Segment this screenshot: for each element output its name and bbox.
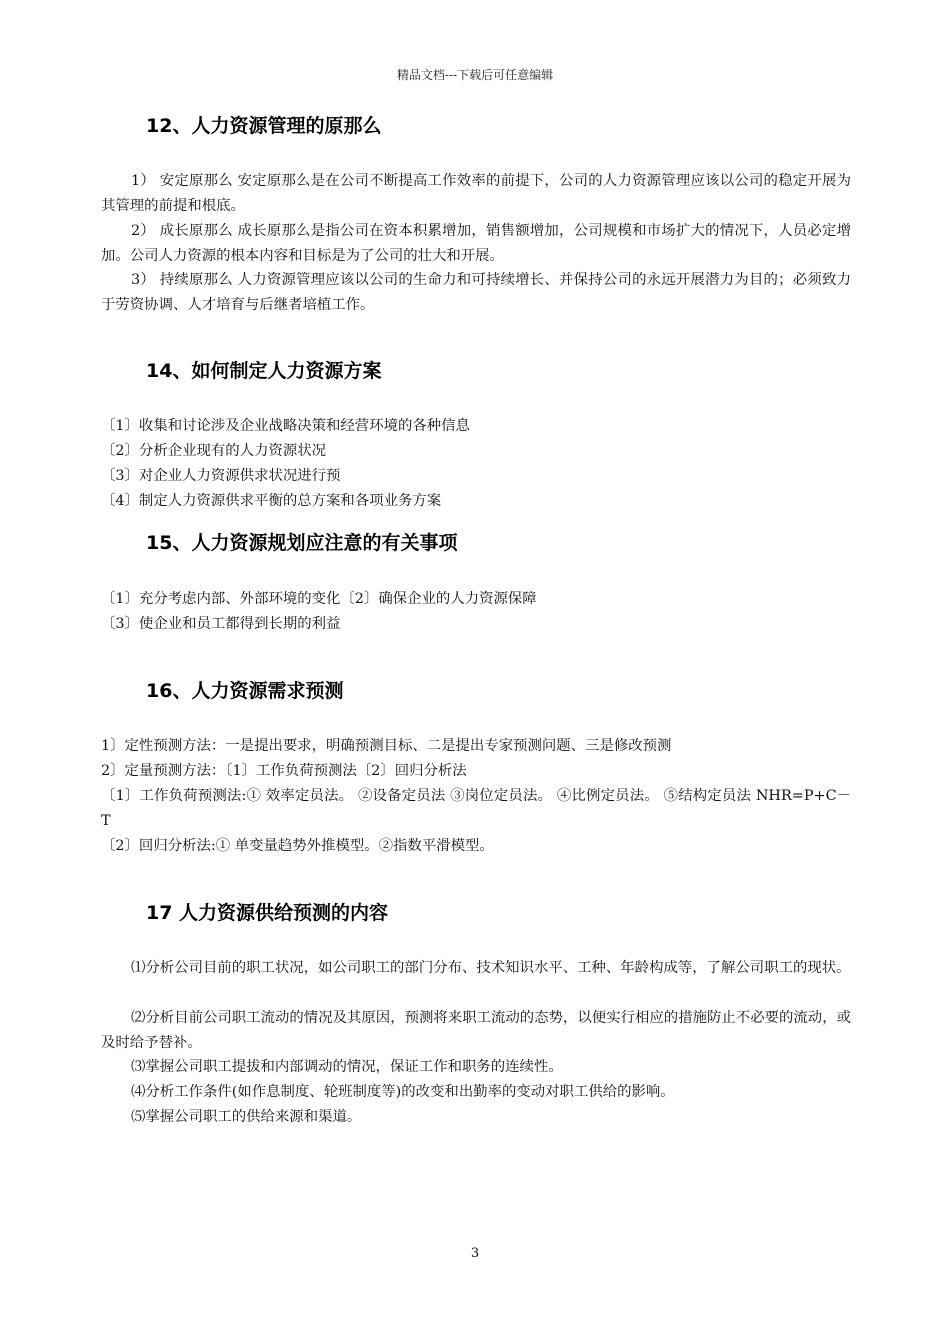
section-17-paragraph-4: ⑷分析工作条件(如作息制度、轮班制度等)的改变和出勤率的变动对职工供给的影响。 (131, 1084, 675, 1100)
section-12-paragraph-2: 2） 成长原那么 成长原那么是指公司在资本积累增加，销售额增加，公司规模和市场扩大的情况下，人员必定增加。公司人力资源的根本内容和目标是为了公司的壮大和开展。 (101, 223, 851, 264)
section-16-item-1: 1〕定性预测方法：一是提出要求，明确预测目标、二是提出专家预测问题、三是修改预测 (101, 738, 672, 754)
section-17-title: 17 人力资源供给预测的内容 (146, 902, 389, 924)
section-12-paragraph-1: 1） 安定原那么 安定原那么是在公司不断提高工作效率的前提下，公司的人力资源管理应该以公司的稳定开展为其管理的前提和根底。 (101, 173, 851, 214)
section-16-item-2: 2〕定量预测方法：〔1〕工作负荷预测法〔2〕回归分析法 (101, 763, 467, 779)
section-17-paragraph-5: ⑸掌握公司职工的供给来源和渠道。 (131, 1109, 362, 1125)
page-header: 精品文档---下载后可任意编辑 (396, 68, 554, 82)
section-12-title: 12、人力资源管理的原那么 (146, 115, 382, 137)
section-15-item-1: 〔1〕充分考虑内部、外部环境的变化〔2〕确保企业的人力资源保障 (101, 591, 537, 607)
section-14-item-4: 〔4〕制定人力资源供求平衡的总方案和各项业务方案 (101, 493, 442, 509)
section-16-title: 16、人力资源需求预测 (146, 680, 344, 702)
page-number: 3 (470, 1246, 480, 1261)
section-15-item-2: 〔3〕使企业和员工都得到长期的利益 (101, 616, 341, 632)
section-14-item-2: 〔2〕分析企业现有的人力资源状况 (101, 443, 327, 459)
section-16-item-3: 〔1〕工作负荷预测法:① 效率定员法。 ②设备定员法 ③岗位定员法。 ④比例定员法。 ⑤结构定员法 NHR=P+C－T (101, 788, 851, 829)
section-14-item-3: 〔3〕对企业人力资源供求状况进行预 (101, 468, 341, 484)
section-17-paragraph-3: ⑶掌握公司职工提拔和内部调动的情况，保证工作和职务的连续性。 (131, 1059, 563, 1075)
section-16-item-4: 〔2〕回归分析法:① 单变量趋势外推模型。②指数平滑模型。 (101, 838, 494, 854)
section-17-paragraph-1: ⑴分析公司目前的职工状况，如公司职工的部门分布、技术知识水平、工种、年龄构成等，了解公司职工的现状。 (131, 960, 851, 976)
section-12-paragraph-3: 3） 持续原那么 人力资源管理应该以公司的生命力和可持续增长、并保持公司的永远开展潜力为目的；必须致力于劳资协调、人才培育与后继者培植工作。 (101, 272, 851, 313)
section-14-title: 14、如何制定人力资源方案 (146, 360, 382, 382)
section-17-paragraph-2: ⑵分析目前公司职工流动的情况及其原因，预测将来职工流动的态势，以便实行相应的措施防止不必要的流动，或及时给予替补。 (101, 1010, 851, 1051)
section-15-title: 15、人力资源规划应注意的有关事项 (146, 532, 458, 554)
section-14-item-1: 〔1〕收集和讨论涉及企业战略决策和经营环境的各种信息 (101, 418, 470, 434)
